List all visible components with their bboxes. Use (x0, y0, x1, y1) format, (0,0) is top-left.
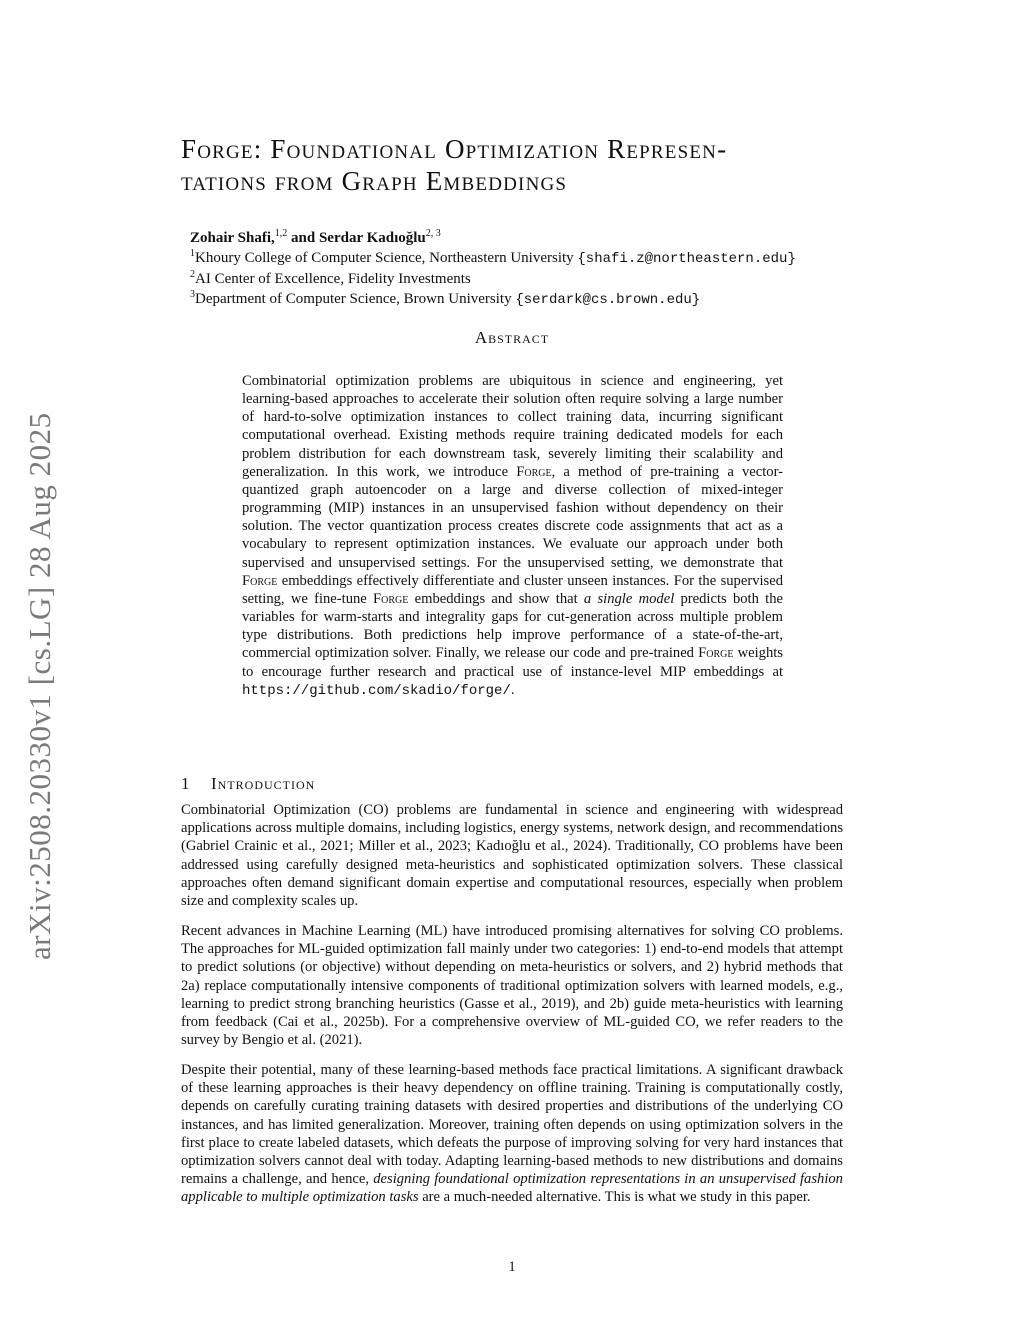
affiliation-1 (190, 248, 910, 269)
abstract-text-2: , a method of pre-training a vector-quantized graph autoencoder on a large and diverse collection of mixed-integer programming (MIP) instances in an unsupervised fashion without dependency on their solution. The vector quantization process creates discrete code assignments that act as a vocabulary to represent optimization instances. We evaluate our approach under both supervised and unsupervised settings. For the unsupervised setting, we demonstrate that (242, 463, 784, 571)
method-name-forge: Forge (698, 645, 734, 662)
author-2-affiliation-marks: 2, 3 (425, 228, 441, 239)
title-line-2: tations from Graph Embeddings (181, 166, 568, 196)
affiliation-3-text: Department of Computer Science, Brown University (195, 291, 516, 307)
section-heading-introduction (181, 774, 315, 794)
page-number: 1 (508, 1259, 516, 1275)
section-number: 1 (181, 774, 191, 793)
method-name-forge: Forge (242, 572, 278, 589)
affiliation-3 (190, 289, 910, 310)
author-block (190, 228, 910, 310)
author-conjunction: and (287, 230, 319, 246)
method-name-forge: Forge (373, 590, 409, 607)
affiliation-3-email[interactable]: {serdark@cs.brown.edu} (515, 292, 701, 308)
abstract-heading: Abstract (474, 328, 550, 347)
abstract-text-5: predicts both the variables for warm-starts and integrality gaps for cut-generation across multiple problem type distributions. Both predictions help improve performance of a state-of-the-art, commercial optimization solver. Finally, we release our code and pre-trained (242, 590, 783, 662)
abstract-text-7: . (510, 681, 515, 698)
affiliation-2-mark: 2 (190, 269, 195, 280)
abstract-emphasis: a single model (583, 590, 675, 607)
section-title: Introduction (211, 774, 316, 793)
abstract-text-3: embeddings effectively differentiate and cluster unseen instances. For the supervised setting, we fine-tune (242, 572, 783, 607)
intro-paragraph-2: Recent advances in Machine Learning (ML) have introduced promising alternatives for solving CO problems. The approaches for ML-guided optimization fall mainly under two categories: 1) end-to-end models that attempt to predict solutions (or objective) without depending on meta-heuristics or solvers, and 2) hybrid methods that 2a) replace computationally intensive components of traditional optimization solvers with learned models, e.g., learning to predict strong branching heuristics (Gasse et al., 2019), and 2b) guide meta-heuristics with learning from feedback (Cai et al., 2025b). For a comprehensive overview of ML-guided CO, we refer readers to the survey by Bengio et al. (2021). (181, 923, 843, 1049)
arxiv-stamp: arXiv:2508.20330v1 [cs.LG] 28 Aug 2025 (22, 412, 57, 960)
author-1: Zohair Shafi, (190, 230, 275, 246)
affiliation-2-text: AI Center of Excellence, Fidelity Investments (195, 271, 471, 287)
abstract-text-6: weights to encourage further research and practical use of instance-level MIP embeddings at (242, 645, 783, 680)
affiliation-1-email[interactable]: {shafi.z@northeastern.edu} (577, 251, 796, 267)
abstract-text-1: Combinatorial optimization problems are ubiquitous in science and engineering, yet learning-based approaches to accelerate their solution often require solving a large number of hard-to-solve optimization instances to collect training data, incurring significant computational overhead. Existing methods require training dedicated models for each problem distribution for each downstream task, severely limiting their scalability and generalization. In this work, we introduce (242, 373, 783, 480)
intro-paragraph-3-emphasis: designing foundational optimization representations in an unsupervised fashion applicable to multiple optimization tasks (181, 1171, 843, 1206)
author-names (190, 228, 910, 248)
intro-paragraph-3-tail: are a much-needed alternative. This is what we study in this paper. (418, 1189, 811, 1206)
intro-paragraph-1: Combinatorial Optimization (CO) problems are fundamental in science and engineering with widespread applications across multiple domains, including logistics, energy systems, network design, and recommendations (Gabriel Crainic et al., 2021; Miller et al., 2023; Kadıoğlu et al., 2024). Traditionally, CO problems have been addressed using carefully designed meta-heuristics and sophisticated optimization solvers. These classical approaches often demand significant domain expertise and computational resources, especially when problem size and complexity scales up. (181, 802, 843, 910)
affiliation-2 (190, 269, 910, 289)
method-name-forge: Forge (516, 463, 552, 480)
code-url-link[interactable]: https://github.com/skadio/forge/ (242, 682, 511, 699)
intro-paragraph-3 (181, 1061, 843, 1207)
affiliation-1-mark: 1 (190, 248, 195, 259)
title-line-1: Forge: Foundational Optimization Represen- (181, 134, 728, 164)
intro-paragraph-3-text: Despite their potential, many of these learning-based methods face practical limitations. A significant drawback of these learning approaches is their heavy dependency on offline training. Training is computationally costly, depends on carefully curating training datasets with desired properties and distributions of the underlying CO instances, and has limited generalization. Moreover, training often depends on using optimization solvers in the first place to create labeled datasets, which defeats the purpose of improving solving for very hard instances that optimization solvers cannot deal with today. Adapting learning-based methods to new distributions and domains remains a challenge, and hence, (181, 1062, 843, 1188)
affiliation-1-text: Khoury College of Computer Science, Northeastern University (195, 250, 578, 266)
author-2: Serdar Kadıoğlu (318, 230, 426, 246)
author-1-affiliation-marks: 1,2 (274, 228, 288, 239)
affiliation-3-mark: 3 (190, 289, 195, 300)
abstract-body (242, 372, 783, 700)
abstract-text-4: embeddings and show that (408, 590, 584, 607)
paper-title (181, 133, 861, 197)
